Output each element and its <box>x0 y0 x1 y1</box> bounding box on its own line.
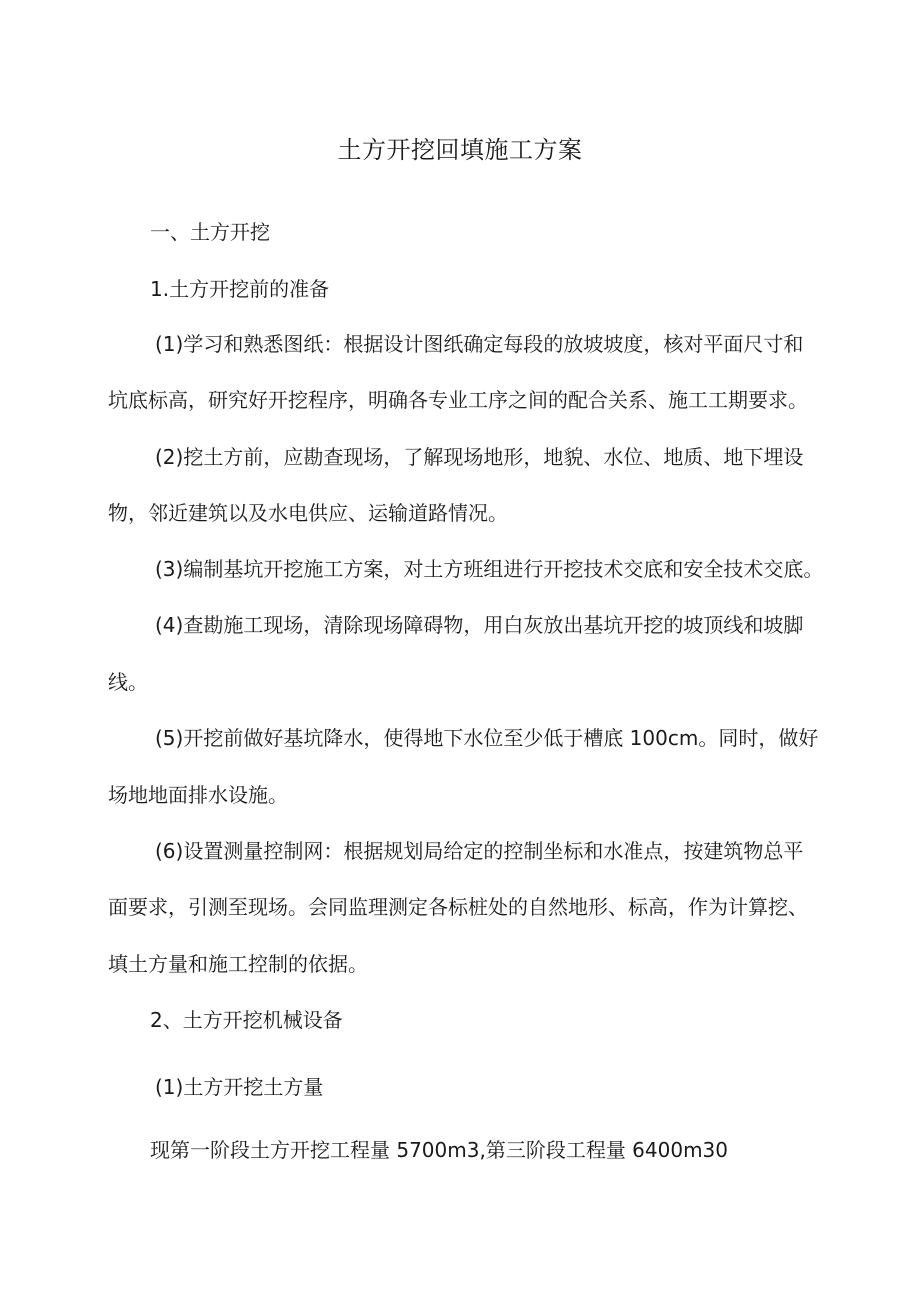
paragraph-line: 现第一阶段土方开挖工程量 5700m3,第三阶段工程量 6400m30 <box>150 1138 729 1162</box>
paragraph-line: 线。 <box>108 670 148 694</box>
paragraph-line: (3)编制基坑开挖施工方案，对土方班组进行开挖技术交底和安全技术交底。 <box>155 557 824 581</box>
subsection-item: (1)土方开挖土方量 <box>155 1075 324 1099</box>
subsection-heading-1-1: 1.土方开挖前的准备 <box>150 277 330 301</box>
subsection-heading-1-2: 2、土方开挖机械设备 <box>150 1008 343 1032</box>
paragraph-line: 面要求，引测至现场。会同监理测定各标桩处的自然地形、标高，作为计算挖、 <box>108 895 808 919</box>
paragraph-line: 坑底标高，研究好开挖程序，明确各专业工序之间的配合关系、施工工期要求。 <box>108 388 808 412</box>
paragraph-line: (5)开挖前做好基坑降水，使得地下水位至少低于槽底 100cm。同时，做好 <box>155 726 819 750</box>
paragraph-line: 物，邻近建筑以及水电供应、运输道路情况。 <box>108 501 508 525</box>
document-title: 土方开挖回填施工方案 <box>337 136 583 164</box>
paragraph-line: 场地地面排水设施。 <box>108 783 288 807</box>
paragraph-line: (1)学习和熟悉图纸：根据设计图纸确定每段的放坡坡度，核对平面尺寸和 <box>155 332 804 356</box>
paragraph-line: (2)挖土方前，应勘查现场，了解现场地形，地貌、水位、地质、地下埋设 <box>155 445 804 469</box>
section-heading-1: 一、土方开挖 <box>150 220 270 244</box>
paragraph-line: (6)设置测量控制网：根据规划局给定的控制坐标和水准点，按建筑物总平 <box>155 839 804 863</box>
paragraph-line: 填土方量和施工控制的依据。 <box>108 952 368 976</box>
paragraph-line: (4)查勘施工现场，清除现场障碍物，用白灰放出基坑开挖的坡顶线和坡脚 <box>155 613 804 637</box>
